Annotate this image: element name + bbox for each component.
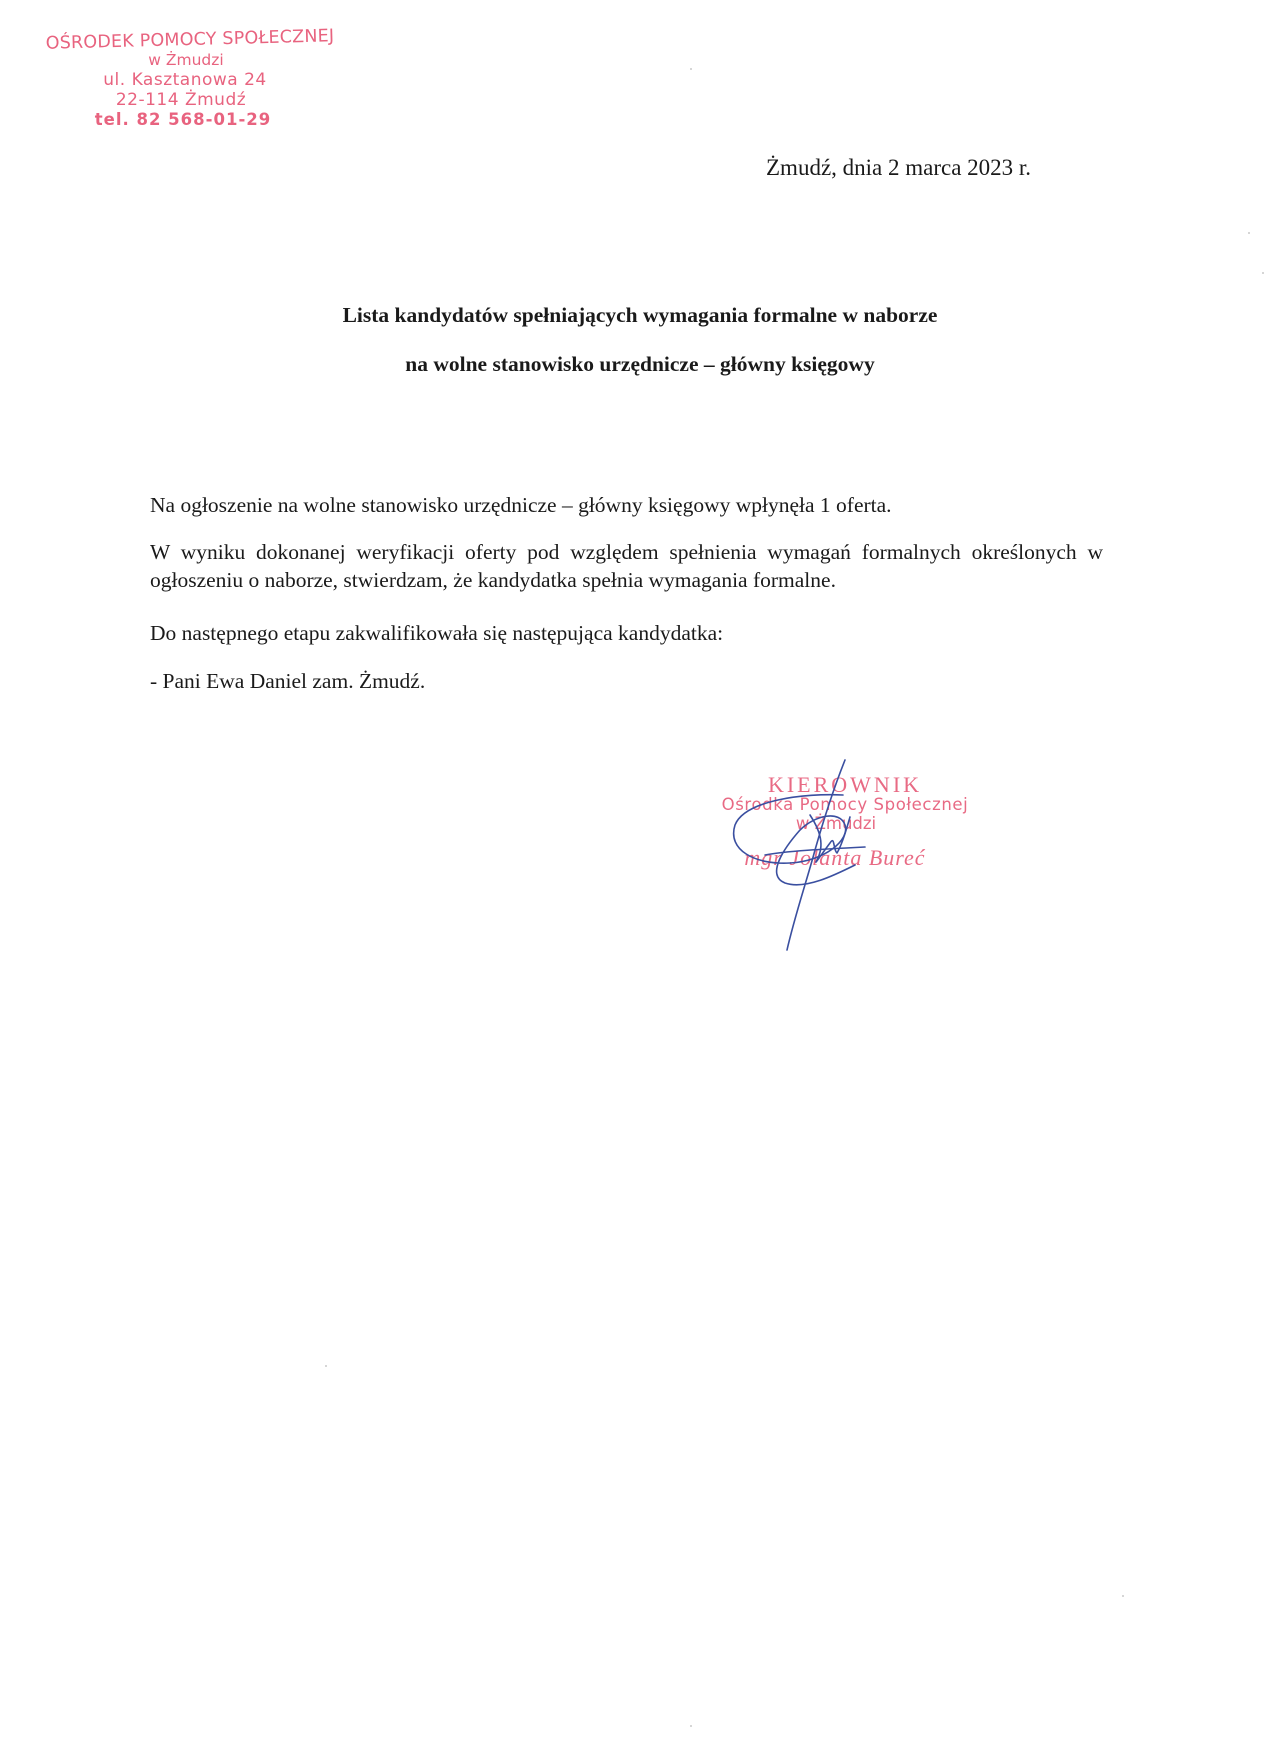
date-line: Żmudź, dnia 2 marca 2023 r. — [766, 155, 1032, 180]
stamp-line-name: OŚRODEK POMOCY SPOŁECZNEJ — [45, 26, 335, 54]
stamp-institution: Ośrodka Pomocy Społecznej — [721, 795, 969, 814]
scan-speck — [1262, 272, 1264, 274]
scan-speck — [690, 68, 692, 70]
document-title-line1: Lista kandydatów spełniających wymagania formalne w naborze — [342, 303, 938, 327]
scan-speck — [690, 1725, 692, 1727]
handwritten-signature — [725, 755, 915, 955]
stamp-line-phone: tel. 82 568-01-29 — [94, 110, 272, 129]
stamp-line-postal: 22-114 Żmudź — [115, 90, 247, 110]
document-title-line2: na wolne stanowisko urzędnicze – główny księgowy — [405, 352, 875, 376]
stamp-name: mgr Jolanta Bureć — [744, 845, 926, 870]
paragraph-qualified: Do następnego etapu zakwalifikowała się następująca kandydatka: — [150, 621, 724, 645]
stamp-line-street: ul. Kasztanowa 24 — [103, 70, 267, 90]
paragraph-verification: W wyniku dokonanej weryfikacji oferty pod względem spełnienia wymagań formalnych określonych w ogłoszeniu o naborze, stwierdzam, że kandydatka spełnia wymagania formalne. — [150, 540, 1103, 592]
stamp-role: KIEROWNIK — [767, 772, 923, 797]
stamp-place: w Żmudzi — [795, 814, 877, 833]
candidate-entry: - Pani Ewa Daniel zam. Żmudź. — [150, 669, 426, 693]
paragraph-offers: Na ogłoszenie na wolne stanowisko urzędnicze – główny księgowy wpłynęła 1 oferta. — [150, 493, 892, 517]
scan-speck — [1122, 1595, 1124, 1597]
stamp-line-place: w Żmudzi — [148, 51, 224, 69]
institution-stamp — [45, 26, 342, 130]
scan-speck — [325, 1365, 327, 1367]
scan-speck — [1248, 232, 1250, 234]
